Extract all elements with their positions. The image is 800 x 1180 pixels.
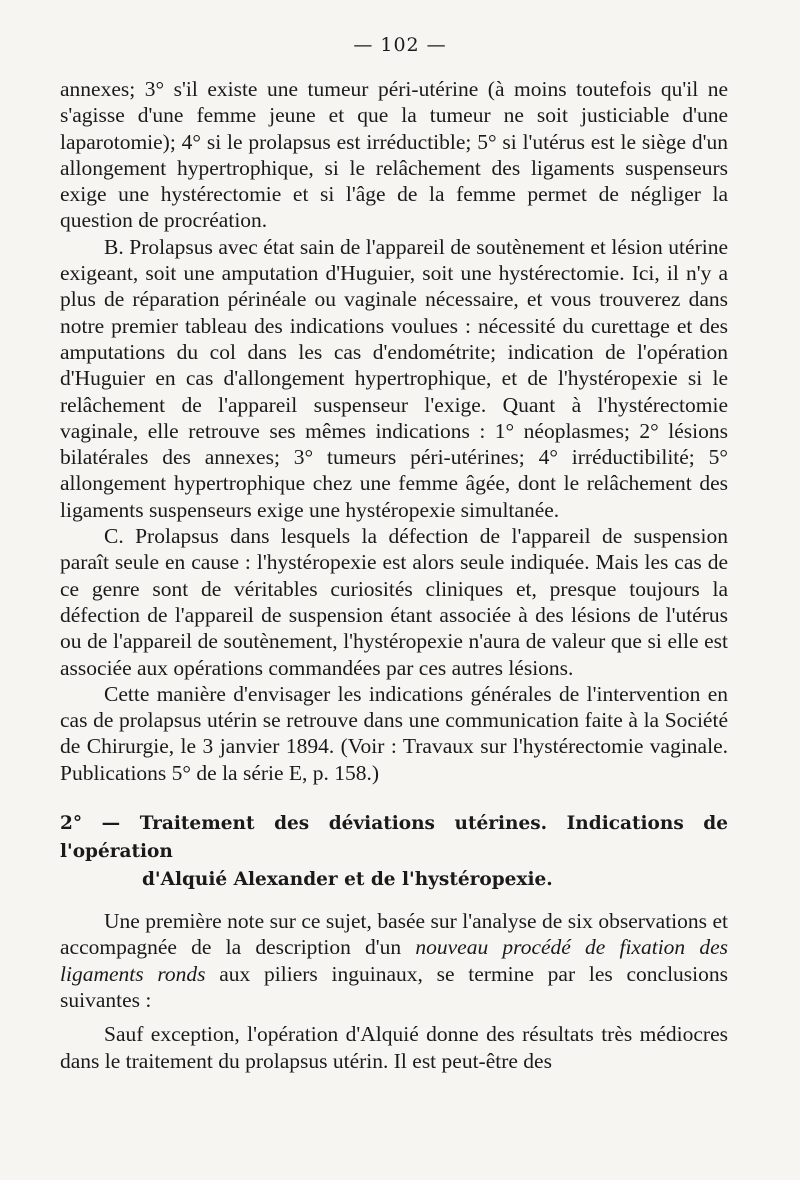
section-heading-line1: 2° — Traitement des déviations utérines. Indications de l'opération <box>60 813 728 863</box>
paragraph-c: C. Prolapsus dans lesquels la défection de l'appareil de suspension paraît seule en cause : l'hystéropexie est alors seule indiquée. Mais les cas de ce genre sont de véritables curiosités cliniques et, presque toujours la défection de l'appareil de suspension étant associée à des lésions de l'utérus ou de l'appareil de soutènement, l'hystéropexie n'aura de valeur que si elle est associée aux opérations commandées par ces autres lésions. <box>60 524 728 680</box>
paragraph-conclusion: Cette manière d'envisager les indications générales de l'intervention en cas de prolapsus utérin se retrouve dans une communication faite à la Société de Chirurgie, le 3 janvier 1894. (Voir : Travaux sur l'hystérectomie vaginale. Publications 5° de la série E, p. 158.) <box>60 681 728 785</box>
first-note-text-end: aux piliers inguinaux, se termine par les conclusions suivantes : <box>60 961 728 1012</box>
paragraph-annexes: annexes; 3° s'il existe une tumeur péri-utérine (à moins toutefois qu'il ne s'agisse d'une femme jeune et que la tumeur ne soit justiciable d'une laparotomie); 4° si le prolapsus est irréductible; 5° si l'utérus est le siège d'un allongement hypertrophique, si le relâchement des ligaments suspenseurs exige une hystérectomie et si l'âge de la femme permet de négliger la question de procréation. <box>60 77 728 233</box>
section-heading <box>60 810 728 894</box>
page-number: — 102 — <box>353 34 447 56</box>
section-heading-line2: d'Alquié Alexander et de l'hystéropexie. <box>142 869 553 891</box>
paragraph-b: B. Prolapsus avec état sain de l'appareil de soutènement et lésion utérine exigeant, soit une amputation d'Huguier, soit une hystérectomie. Ici, il n'y a plus de réparation périnéale ou vaginale nécessaire, et vous trouverez dans notre premier tableau des indications voulues : nécessité du curettage et des amputations du col dans les cas d'endométrite; indication de l'opération d'Huguier en cas d'allongement hypertrophique, et de l'hystéropexie si le relâchement de l'appareil suspenseur l'exige. Quant à l'hystérectomie vaginale, elle retrouve ses mêmes indications : 1° néoplasmes; 2° lésions bilatérales des annexes; 3° tumeurs péri-utérines; 4° irréductibilité; 5° allongement hypertrophique chez une femme âgée, dont le relâchement des ligaments suspenseurs exige une hystéropexie simultanée. <box>60 234 728 522</box>
first-note-italic: nouveau procédé de fixation des ligaments ronds <box>60 935 729 986</box>
paragraph-first-note <box>60 908 728 1013</box>
first-note-text: Une première note sur ce sujet, basée sur l'analyse de six observations et accompagnée de la description d'un <box>60 909 728 960</box>
body-text <box>60 76 728 1074</box>
paragraph-sauf-exception: Sauf exception, l'opération d'Alquié donne des résultats très médiocres dans le traitement du prolapsus utérin. Il est peut-être des <box>60 1022 728 1073</box>
